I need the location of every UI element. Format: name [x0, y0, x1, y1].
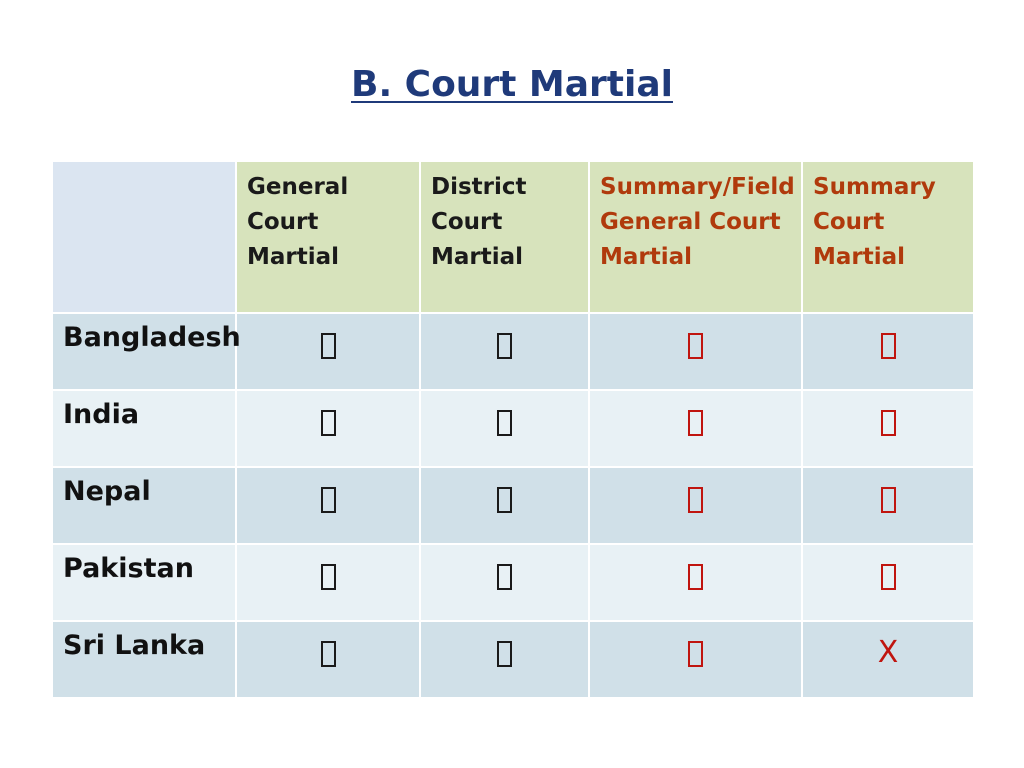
table-row [52, 313, 974, 390]
missing-glyph-box-icon [688, 333, 703, 359]
missing-glyph-box-icon [688, 641, 703, 667]
court-availability-cell [589, 544, 802, 621]
x-mark: X [877, 635, 899, 670]
missing-glyph-box-icon [497, 564, 512, 590]
missing-glyph-box-icon [321, 487, 336, 513]
court-availability-cell [420, 544, 589, 621]
court-availability-cell [236, 621, 420, 698]
court-availability-cell [420, 390, 589, 467]
column-header-summary-field-general: Summary/Field General Court Martial [589, 161, 802, 313]
country-name: Pakistan [52, 544, 236, 621]
court-availability-cell [802, 390, 974, 467]
table-body [52, 313, 974, 698]
missing-glyph-box-icon [321, 564, 336, 590]
missing-glyph-box-icon [881, 410, 896, 436]
column-header-summary: Summary Court Martial [802, 161, 974, 313]
missing-glyph-box-icon [688, 564, 703, 590]
missing-glyph-box-icon [497, 487, 512, 513]
court-availability-cell [802, 621, 974, 698]
header-row [52, 161, 974, 313]
court-availability-cell [589, 621, 802, 698]
missing-glyph-box-icon [321, 333, 336, 359]
missing-glyph-box-icon [688, 410, 703, 436]
country-name: Sri Lanka [52, 621, 236, 698]
missing-glyph-box-icon [497, 641, 512, 667]
missing-glyph-box-icon [881, 564, 896, 590]
corner-cell [52, 161, 236, 313]
missing-glyph-box-icon [497, 410, 512, 436]
court-availability-cell [236, 467, 420, 544]
column-header-district: District Court Martial [420, 161, 589, 313]
court-availability-cell [420, 467, 589, 544]
court-availability-cell [802, 313, 974, 390]
missing-glyph-box-icon [497, 333, 512, 359]
missing-glyph-box-icon [881, 333, 896, 359]
table-row [52, 390, 974, 467]
missing-glyph-box-icon [881, 487, 896, 513]
country-name: Bangladesh [52, 313, 236, 390]
court-availability-cell [802, 544, 974, 621]
court-martial-table [51, 160, 975, 699]
court-availability-cell [420, 621, 589, 698]
court-availability-cell [236, 313, 420, 390]
court-availability-cell [236, 390, 420, 467]
table-row [52, 621, 974, 698]
missing-glyph-box-icon [321, 410, 336, 436]
court-availability-cell [802, 467, 974, 544]
table-row [52, 544, 974, 621]
court-availability-cell [236, 544, 420, 621]
missing-glyph-box-icon [688, 487, 703, 513]
slide-title: B. Court Martial [351, 64, 673, 105]
court-availability-cell [589, 313, 802, 390]
country-name: Nepal [52, 467, 236, 544]
court-availability-cell [589, 390, 802, 467]
country-name: India [52, 390, 236, 467]
table-row [52, 467, 974, 544]
court-availability-cell [420, 313, 589, 390]
missing-glyph-box-icon [321, 641, 336, 667]
court-availability-cell [589, 467, 802, 544]
column-header-general: General Court Martial [236, 161, 420, 313]
